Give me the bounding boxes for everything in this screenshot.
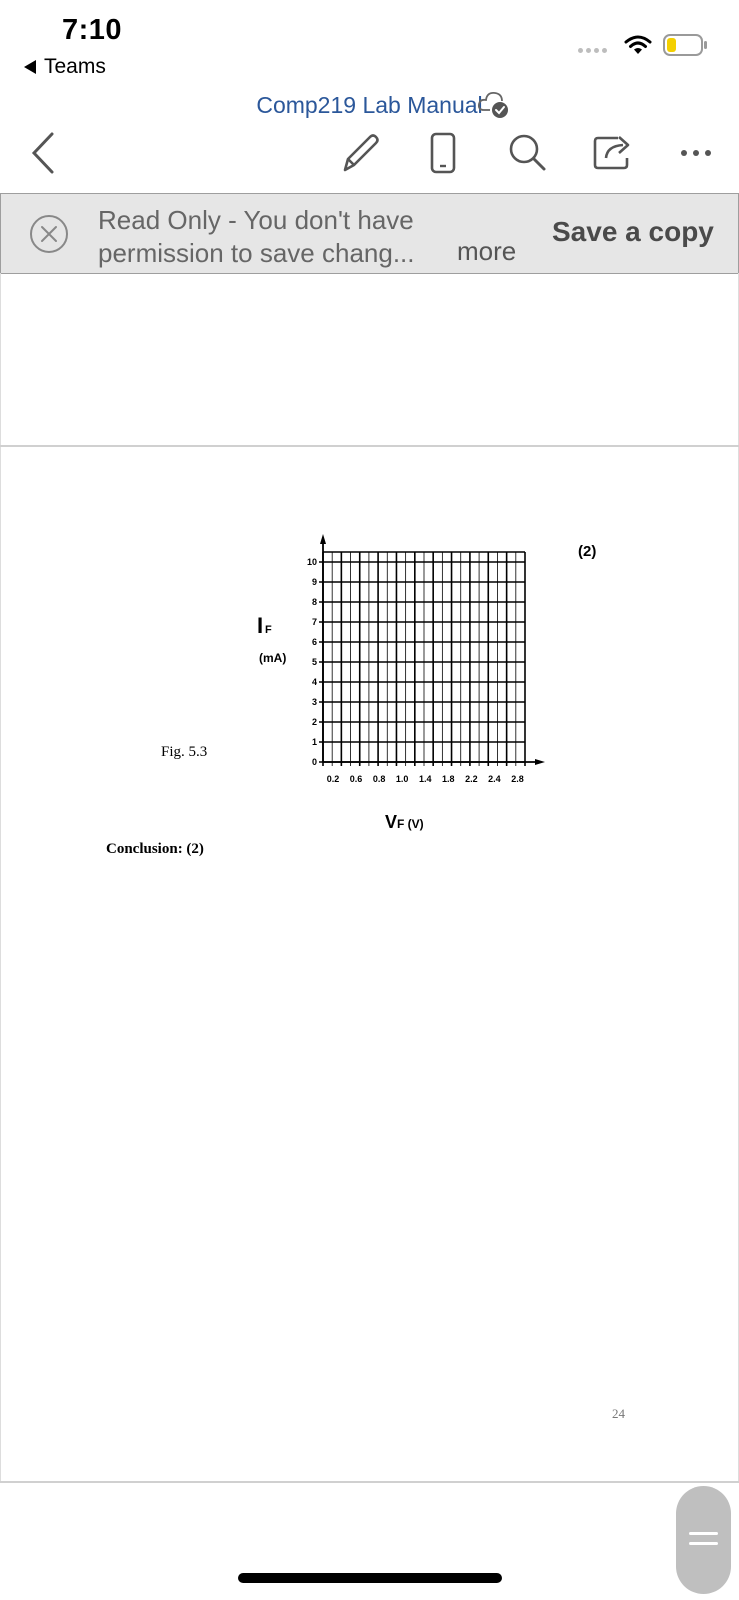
battery-icon — [663, 34, 707, 56]
y-tick-label: 9 — [311, 577, 317, 587]
chart-grid — [319, 552, 525, 766]
x-tick-label: 2.4 — [488, 774, 501, 784]
x-tick-label: 0.6 — [349, 774, 363, 784]
y-tick-label: 1 — [311, 737, 317, 747]
y-tick-label: 8 — [311, 597, 317, 607]
more-icon[interactable] — [673, 128, 723, 178]
x-tick-label: 1.4 — [418, 774, 432, 784]
scroll-handle[interactable] — [676, 1486, 731, 1594]
x-tick-label: 0.8 — [372, 774, 386, 784]
y-tick-label: 10 — [306, 557, 317, 567]
conclusion-text: Conclusion: (2) — [106, 841, 204, 857]
home-indicator — [238, 1573, 502, 1583]
y-tick-label: 7 — [311, 617, 317, 627]
share-icon[interactable] — [588, 128, 638, 178]
document-canvas — [0, 273, 739, 1483]
cellular-signal-icon — [578, 48, 607, 53]
x-axis-arrow — [535, 759, 545, 765]
back-chevron-icon[interactable] — [20, 128, 70, 178]
document-title: Comp219 Lab Manual — [256, 92, 483, 118]
save-copy-button[interactable]: Save a copy — [552, 216, 714, 247]
back-arrow-icon — [24, 60, 36, 74]
y-tick-label: 4 — [311, 677, 317, 687]
y-tick-label: 6 — [311, 637, 317, 647]
cloud-synced-icon — [476, 88, 512, 122]
back-to-app-link[interactable] — [24, 55, 106, 79]
search-icon[interactable] — [502, 128, 552, 178]
y-tick-labels — [307, 557, 317, 767]
y-axis-label-main: I — [257, 613, 264, 638]
iv-characteristic-chart — [245, 530, 565, 840]
read-only-banner — [0, 193, 739, 274]
x-tick-labels — [327, 774, 524, 784]
y-axis-arrow — [320, 534, 326, 544]
read-only-message: Read Only - You don't have permission to save chang... — [98, 205, 415, 268]
page-break — [0, 1481, 739, 1483]
phone-view-icon[interactable] — [418, 128, 468, 178]
y-axis-label-sub: F — [265, 624, 272, 636]
y-axis-unit: (mA) — [259, 651, 287, 665]
x-tick-label: 2.8 — [511, 774, 524, 784]
x-tick-label: 1.8 — [442, 774, 455, 784]
status-time: 7:10 — [62, 14, 123, 46]
dismiss-banner-icon[interactable] — [29, 214, 69, 254]
pencil-icon[interactable] — [335, 128, 385, 178]
page-number: 24 — [612, 1406, 625, 1421]
marks-label: (2) — [578, 543, 597, 560]
y-tick-label: 5 — [311, 657, 317, 667]
wifi-icon — [624, 34, 652, 56]
y-tick-label: 0 — [311, 757, 317, 767]
x-tick-label: 1.0 — [395, 774, 409, 784]
y-tick-label: 2 — [311, 717, 317, 727]
page-break — [0, 445, 739, 447]
x-tick-label: 2.2 — [465, 774, 478, 784]
more-link[interactable]: more — [457, 236, 517, 266]
back-app-label: Teams — [44, 55, 106, 78]
x-axis-label: VF (V) — [385, 812, 424, 832]
x-tick-label: 0.2 — [326, 774, 340, 784]
y-tick-label: 3 — [311, 697, 317, 707]
figure-label: Fig. 5.3 — [161, 744, 208, 760]
